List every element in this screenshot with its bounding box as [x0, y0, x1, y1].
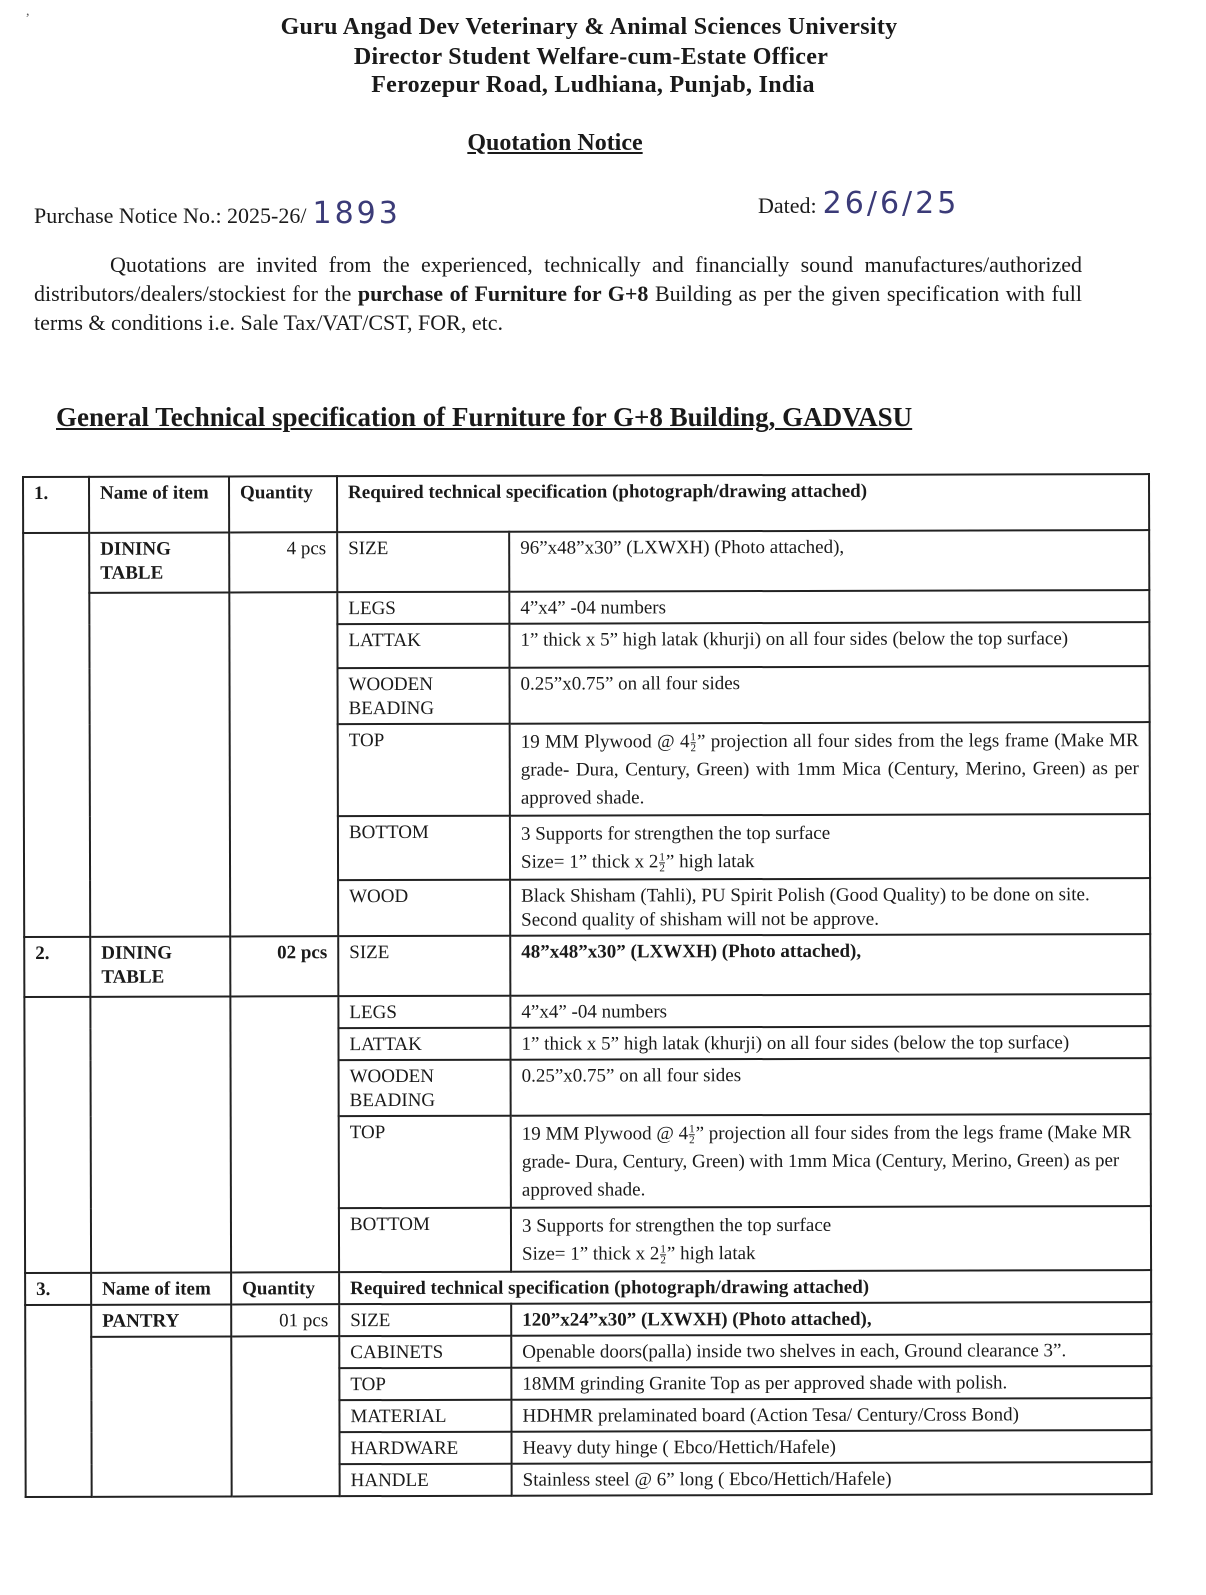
table-row: [24, 934, 1150, 997]
spec-value: 4”x4” -04 numbers: [510, 994, 1150, 1028]
dated-label: Dated:: [758, 193, 817, 218]
spec-key: SIZE: [338, 936, 510, 996]
header-quantity: Quantity: [231, 1272, 339, 1304]
spec-value: Stainless steel @ 6” long ( Ebco/Hettich/Hafele): [512, 1462, 1152, 1496]
spec-key: WOODEN BEADING: [338, 668, 510, 724]
table-row: [23, 590, 1149, 625]
spec-value: 3 Supports for strengthen the top surface Size= 1” thick x 2 $\frac{1}{2}$ ” high latak: [510, 814, 1150, 880]
table-row: [25, 1302, 1151, 1337]
spec-value: 48”x48”x30” (LXWXH) (Photo attached),: [510, 934, 1150, 996]
spec-key: WOOD: [338, 880, 510, 936]
intro-paragraph: Quotations are invited from the experienced, technically and financially sound manufactures/authorized distributors/dealers/stockiest for the purchase of Furniture for G+8 Building as per the given specification with full terms & conditions i.e. Sale Tax/VAT/CST, FOR, etc.: [34, 252, 1083, 335]
spec-value: 96”x48”x30” (LXWXH) (Photo attached),: [509, 530, 1149, 592]
spec-key: HARDWARE: [340, 1432, 512, 1464]
item-name: DINING TABLE: [90, 936, 230, 996]
dated-value: 26/6/25: [822, 186, 960, 221]
spec-key: HANDLE: [340, 1464, 512, 1496]
spec-value: HDHMR prelaminated board (Action Tesa/ Century/Cross Bond): [511, 1398, 1151, 1432]
item-number: 2.: [24, 937, 90, 997]
table-header-row: [23, 474, 1149, 533]
spec-key: TOP: [339, 1368, 511, 1400]
spec-value: 19 MM Plywood @ 4 $\frac{1}{2}$ ” projection all four sides from the legs frame (Make MR grade- Dura, Century, Green) with 1mm Mica (Century, Merino, Green) as per approved shade.: [511, 1114, 1151, 1208]
spec-key: SIZE: [339, 1304, 511, 1336]
dated: [758, 186, 959, 221]
item-number: 1.: [23, 477, 89, 533]
office-name: Director Student Welfare-cum-Estate Officer: [353, 44, 829, 70]
item-qty: 4 pcs: [229, 532, 337, 592]
item-name: DINING TABLE: [89, 532, 229, 592]
spec-key: LEGS: [337, 592, 509, 624]
header-name: Name of item: [91, 1272, 231, 1304]
header-spec: Required technical specification (photograph/drawing attached): [339, 1270, 1151, 1304]
table-row: [25, 1334, 1151, 1369]
scan-mark: ,: [26, 4, 30, 19]
spec-title: General Technical specification of Furniture for G+8 Building, GADVASU: [56, 402, 913, 432]
table-header-row: [25, 1270, 1151, 1305]
spec-table: [22, 473, 1153, 1498]
spec-value: Openable doors(palla) inside two shelves in each, Ground clearance 3”.: [511, 1334, 1151, 1368]
table-row: [23, 530, 1149, 593]
spec-value: 19 MM Plywood @ 4 $\frac{1}{2}$ ” projection all four sides from the legs frame (Make MR grade- Dura, Century, Green) with 1mm Mica (Century, Merino, Green) as per approved shade.: [510, 722, 1150, 816]
spec-key: LEGS: [338, 996, 510, 1028]
spec-key: LATTAK: [337, 624, 509, 668]
item-name: PANTRY: [91, 1304, 231, 1336]
spec-key: BOTTOM: [338, 816, 510, 880]
spec-value: 0.25”x0.75” on all four sides: [511, 1058, 1151, 1116]
header-quantity: Quantity: [229, 476, 337, 532]
spec-value: 1” thick x 5” high latak (khurji) on all four sides (below the top surface): [510, 1026, 1150, 1060]
header-name: Name of item: [89, 476, 229, 532]
header-spec: Required technical specification (photograph/drawing attached): [337, 474, 1149, 532]
spec-value: Heavy duty hinge ( Ebco/Hettich/Hafele): [512, 1430, 1152, 1464]
spec-key: LATTAK: [338, 1028, 510, 1060]
spec-value: 18MM grinding Granite Top as per approved shade with polish.: [511, 1366, 1151, 1400]
spec-value: 4”x4” -04 numbers: [509, 590, 1149, 624]
spec-value: 0.25”x0.75” on all four sides: [510, 666, 1150, 724]
item-qty: 02 pcs: [230, 936, 338, 996]
purchase-notice-no: [34, 196, 401, 231]
spec-key: TOP: [338, 724, 510, 816]
university-name: Guru Angad Dev Veterinary & Animal Sciences University: [280, 14, 898, 40]
purchase-notice-label: Purchase Notice No.: 2025-26/: [34, 203, 307, 228]
address: Ferozepur Road, Ludhiana, Punjab, India: [371, 72, 815, 98]
spec-key: BOTTOM: [339, 1208, 511, 1272]
spec-key: SIZE: [337, 532, 509, 592]
table-row: [24, 994, 1150, 1029]
notice-title: Quotation Notice: [467, 130, 643, 156]
spec-value: 1” thick x 5” high latak (khurji) on all four sides (below the top surface): [509, 622, 1149, 668]
spec-key: MATERIAL: [339, 1400, 511, 1432]
purchase-notice-number: 1893: [312, 196, 401, 231]
spec-value: 3 Supports for strengthen the top surface Size= 1” thick x 2 $\frac{1}{2}$ ” high latak: [511, 1206, 1151, 1272]
item-number: 3.: [25, 1273, 91, 1305]
spec-key: TOP: [339, 1116, 511, 1208]
spec-value: Black Shisham (Tahli), PU Spirit Polish (Good Quality) to be done on site. Second quality of shisham will not be approve.: [510, 878, 1150, 936]
item-qty: 01 pcs: [231, 1304, 339, 1336]
spec-value: 120”x24”x30” (LXWXH) (Photo attached),: [511, 1302, 1151, 1336]
spec-key: CABINETS: [339, 1336, 511, 1368]
spec-key: WOODEN BEADING: [339, 1060, 511, 1116]
